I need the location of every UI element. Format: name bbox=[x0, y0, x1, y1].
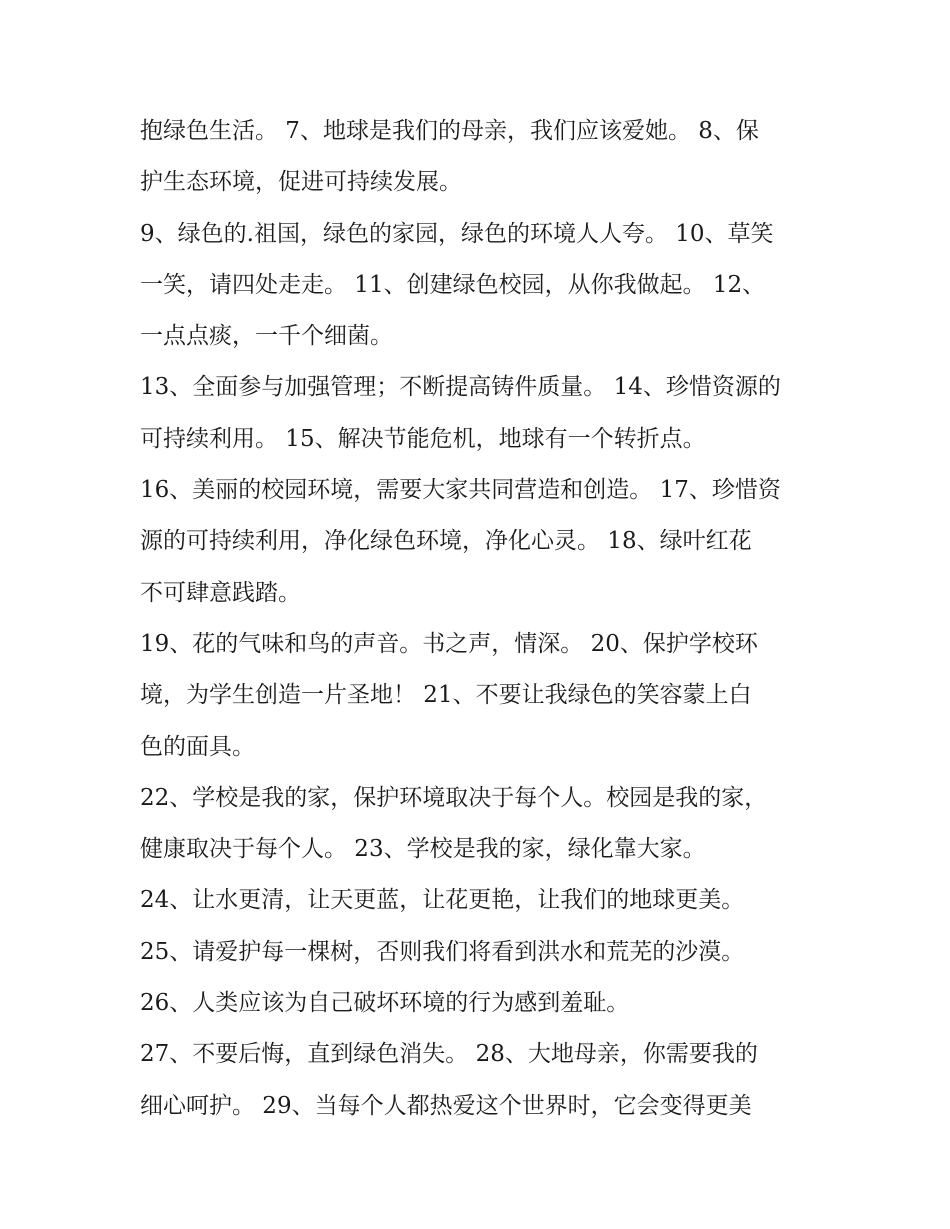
text-line: 一点点痰，一千个细菌。 bbox=[140, 323, 393, 350]
text-line: 健康取决于每个人。 23、学校是我的家，绿化靠大家。 bbox=[140, 836, 706, 863]
text-line: 不可肆意践踏。 bbox=[140, 579, 301, 606]
text-line: 16、美丽的校园环境，需要大家共同营造和创造。 17、珍惜资 bbox=[140, 477, 781, 504]
text-line: 19、花的气味和鸟的声音。书之声，情深。 20、保护学校环 bbox=[140, 630, 758, 657]
text-line: 一笑，请四处走走。 11、创建绿色校园，从你我做起。 12、 bbox=[140, 271, 766, 298]
text-line: 护生态环境，促进可持续发展。 bbox=[140, 169, 462, 196]
text-line: 13、全面参与加强管理；不断提高铸件质量。 14、珍惜资源的 bbox=[140, 374, 781, 401]
text-line: 9、绿色的.祖国，绿色的家园，绿色的环境人人夸。 10、草笑 bbox=[140, 220, 774, 247]
text-line: 境，为学生创造一片圣地！ 21、不要让我绿色的笑容蒙上白 bbox=[140, 682, 752, 709]
text-line: 可持续利用。 15、解决节能危机，地球有一个转折点。 bbox=[140, 425, 706, 452]
text-line: 细心呵护。 29、当每个人都热爱这个世界时，它会变得更美 bbox=[140, 1092, 752, 1119]
text-line: 色的面具。 bbox=[140, 733, 255, 760]
text-line: 抱绿色生活。 7、地球是我们的母亲，我们应该爱她。 8、保 bbox=[140, 118, 759, 144]
text-line: 26、人类应该为自己破坏环境的行为感到羞耻。 bbox=[140, 990, 630, 1017]
document-body bbox=[140, 106, 820, 1132]
text-line: 24、让水更清，让天更蓝，让花更艳，让我们的地球更美。 bbox=[140, 887, 745, 914]
text-line: 22、学校是我的家，保护环境取决于每个人。校园是我的家， bbox=[140, 784, 768, 811]
text-line: 源的可持续利用，净化绿色环境，净化心灵。 18、绿叶红花 bbox=[140, 528, 752, 555]
text-line: 25、请爱护每一棵树，否则我们将看到洪水和荒芜的沙漠。 bbox=[140, 938, 745, 965]
text-line: 27、不要后悔，直到绿色消失。 28、大地母亲，你需要我的 bbox=[140, 1041, 758, 1068]
